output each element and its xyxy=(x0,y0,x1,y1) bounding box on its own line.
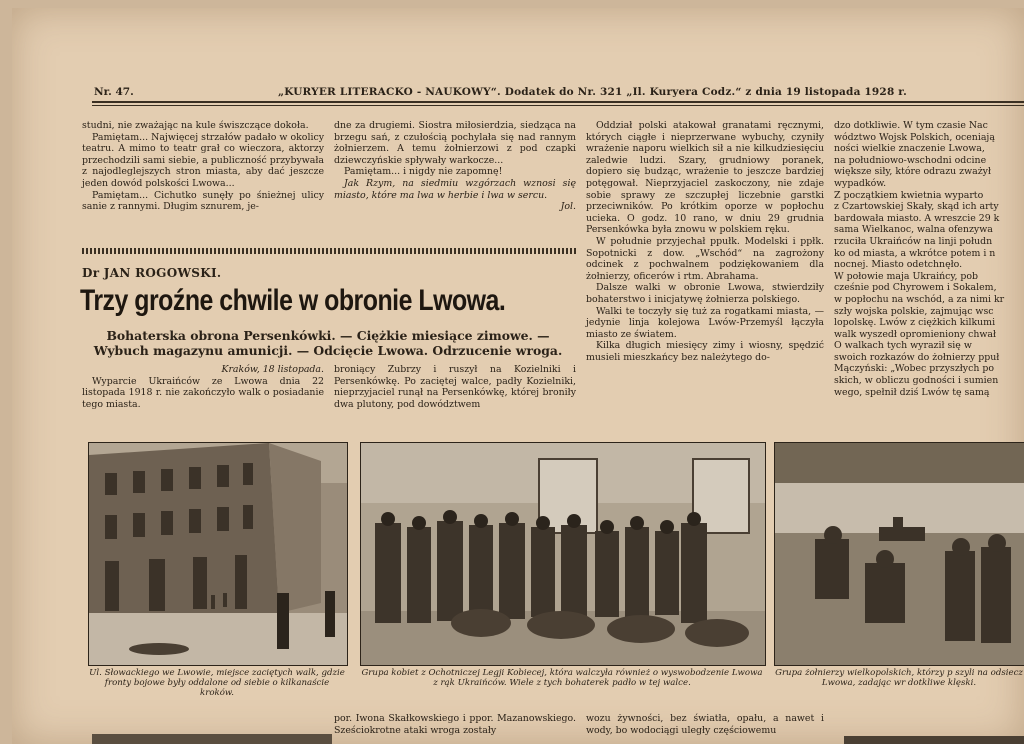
text-line: wego, spełnił dziś Lwów tę samą xyxy=(834,386,990,398)
text-line: Z początkiem kwietnia wyparto xyxy=(834,189,984,201)
article-title: Trzy groźne chwile w obronie Lwowa. xyxy=(80,284,506,317)
paragraph: wozu żywności, bez światła, opału, a nawet i wody, bo wodociągi uległy częściowemu xyxy=(586,713,824,736)
text-line: W połowie maja Ukraińcy, pob xyxy=(834,270,979,282)
bottom-column-middle xyxy=(334,713,576,736)
soldiers-photo-image xyxy=(775,443,1024,665)
paragraph: Oddział polski atakował granatami ręcznymi, których ciągłe i nieprzerwane wybuchy, czyniły wrażenie naporu wielkich sił a nie kilkudziesięciu zaledwie ludzi. Szary, grudniowy poranek, dopiero się budząc, wrażenie to jeszcze bardziej potęgował. Nieprzyjaciel zaskoczony, nie zdaje sobie sprawy ze szczupłej liczebnie garstki przeciwników. Po krótkim oporze w popłochu ucieka. O godz. 10 rano, w dniu 29 grudnia Persenkówka była znowu w polskiem ręku. xyxy=(586,120,824,236)
text-line: O walkach tych wyraził się w xyxy=(834,340,972,352)
paragraph: Dalsze walki w obronie Lwowa, stwierdziły bohaterstwo i inicjatywę żołnierza polskiego. xyxy=(586,282,824,305)
paragraph: Walki te toczyły się tuż za rogatkami miasta, — jedynie linja kolejowa Lwów-Przemyśl łączyła miasto ze światem. xyxy=(586,305,824,340)
text-line: ności wielkie znaczenie Lwowa, xyxy=(834,143,985,155)
paragraph: por. Iwona Skałkowskiego i ppor. Mazanowskiego. Sześciokrotne ataki wroga zostały xyxy=(334,713,576,736)
text-line: z Czartowskiej Skały, skąd ich arty xyxy=(834,201,999,213)
text-line: bardowała miasto. A wreszcie 29 k xyxy=(834,212,1000,224)
street-photo-image xyxy=(89,443,347,665)
text-line: Mączyński: „Wobec przyszłych po xyxy=(834,363,995,375)
newspaper-page xyxy=(12,8,1024,744)
issue-number: Nr. 47. xyxy=(94,86,134,98)
masthead-line: „KURYER LITERACKO - NAUKOWY“. Dodatek do Nr. 321 „Il. Kuryera Codz.“ z dnia 19 listopada 1928 r. xyxy=(278,86,907,98)
paragraph: broniący Zubrzy i ruszył na Kozielniki i Persenkówkę. Po zaciętej walce, padły Kozielniki, nieprzyjaciel runął na Persenkówkę, której broniły dwa plutony, pod dowództwem xyxy=(334,364,576,410)
header-rule-thin xyxy=(92,105,1024,106)
text-line: wypadków. xyxy=(834,177,887,189)
text-line: nocnej. Miasto odetchnęło. xyxy=(834,259,963,271)
text-line: szły wojska polskie, zajmując wsc xyxy=(834,305,994,317)
text-line: ko od miasta, a wkrótce potem i n xyxy=(834,247,996,259)
paragraph: Wyparcie Ukraińców ze Lwowa dnia 22 listopada 1918 r. nie zakończyło walk o posiadanie tego miasta. xyxy=(82,375,324,410)
right-column xyxy=(586,120,824,363)
article-author: Dr JAN ROGOWSKI. xyxy=(82,266,222,280)
section-divider xyxy=(82,248,576,254)
article-column-2 xyxy=(334,364,576,410)
photo-street-lwow xyxy=(88,442,348,666)
group-photo-image xyxy=(361,443,765,665)
text-line: lopolskę. Lwów z ciężkich kilkumi xyxy=(834,317,996,329)
dateline: Kraków, 18 listopada. xyxy=(221,364,324,375)
paragraph: W południe przyjechał ppułk. Modelski i ppłk. Sopotnicki z dow. „Wschód“ na zagrożony odcinek z pochwalnem podziękowaniem dla żołnierzy, oficerów i rtm. Abrahama. xyxy=(586,235,824,282)
text-line: rzuciła Ukraińców na linji połudn xyxy=(834,235,993,247)
text-line: skich, w obliczu godności i sumien xyxy=(834,375,999,387)
header-rule xyxy=(92,101,1024,103)
text-line: sama Wielkanoc, walna ofenzywa xyxy=(834,224,993,236)
bottom-column-right xyxy=(586,713,824,736)
paragraph: Jak Rzym, na siedmiu wzgórzach wznosi się miasto, które ma lwa w herbie i lwa w sercu. xyxy=(334,177,576,201)
paragraph: Pamiętam... i nigdy nie zapomnę! xyxy=(344,166,503,178)
paragraph: studni, nie zważając na kule świszczące dokoła. xyxy=(82,120,309,131)
text-line: wództwo Wojsk Polskich, oceniają xyxy=(834,131,995,143)
caption-street: Ul. Słowackiego we Lwowie, miejsce zaciętych walk, gdzie fronty bojowe były oddalone od siebie o kilkanaście kroków. xyxy=(89,668,345,698)
top-left-column xyxy=(82,120,324,213)
paragraph: Kilka długich miesięcy zimy i wiosny, spędzić musieli mieszkańcy bez należytego do- xyxy=(586,340,824,363)
caption-womens-legion: Grupa kobiet z Ochotniczej Legji Kobiecej, która walczyła również o wyswobodzenie Lwowa z rąk Ukraińców. Wiele z tych bohaterek padło w tej walce. xyxy=(361,668,763,688)
article-subtitle: Bohaterska obrona Persenkówki. — Ciężkie miesiące zimowe. — Wybuch magazynu amunicji. — Odcięcie Lwowa. Odrzucenie wroga. xyxy=(93,328,563,358)
top-middle-column xyxy=(334,120,576,213)
paragraph: dne za drugiemi. Siostra miłosierdzia, siedząca na brzegu sań, z czułością pochylała się nad rannym żołnierzem. A temu żołnierzowi z pod czapki dziewczyńskie spływały warkocze... xyxy=(334,120,576,166)
text-line: większe siły, które odrazu zważył xyxy=(834,166,991,178)
text-line: walk wyszedł opromieniony chwał xyxy=(834,328,997,340)
far-right-column xyxy=(834,120,1024,398)
caption-soldiers: Grupa żołnierzy wielkopolskich, którzy p szyli na odsiecz Lwowa, zadając wr dotkliwe klęski. xyxy=(775,668,1023,688)
article-column-1 xyxy=(82,364,324,410)
text-line: na południowo-wschodni odcine xyxy=(834,154,987,166)
paragraph: Pamiętam... Cichutko sunęły po śnieżnej ulicy sanie z rannymi. Długim sznurem, je- xyxy=(82,189,324,213)
photo-womens-legion xyxy=(360,442,766,666)
text-line: swoich rozkazów do żołnierzy ppuł xyxy=(834,351,1000,363)
text-line: w popłochu na wschód, a za nimi kr xyxy=(834,293,1005,305)
next-photo-edge xyxy=(92,734,332,744)
photo-soldiers xyxy=(774,442,1024,666)
text-line: cześnie pod Chyrowem i Sokalem, xyxy=(834,282,997,294)
paragraph: Pamiętam... Najwięcej strzałów padało w okolicy teatru. A mimo to teatr grał co wieczora, aktorzy przechodzili sami siebie, a publiczność przybywała z najodleglejszych stron miasta, aby dać jeszcze jeden dowód polskości Lwowa... xyxy=(82,131,324,189)
text-line: dzo dotkliwie. W tym czasie Nac xyxy=(834,120,988,131)
next-photo-edge-right xyxy=(844,736,1024,744)
signature: Jol. xyxy=(560,201,576,213)
